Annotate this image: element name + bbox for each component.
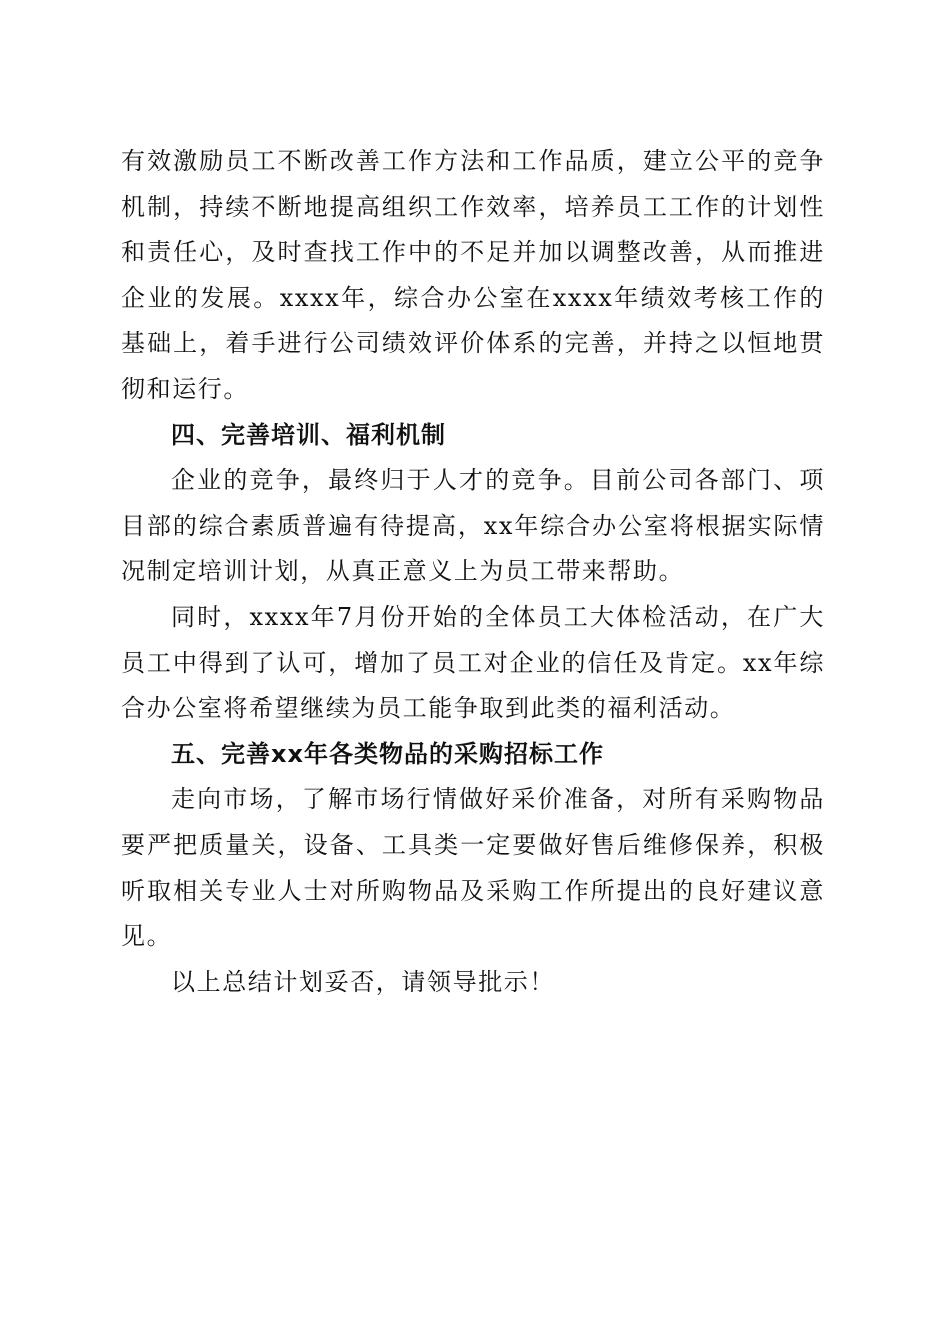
paragraph-talent-competition: 企业的竞争，最终归于人才的竞争。目前公司各部门、项目部的综合素质普遍有待提高，xx年综合办公室将根据实际情况制定培训计划，从真正意义上为员工带来帮助。 <box>121 466 825 586</box>
heading-procurement: 五、完善xx年各类物品的采购招标工作 <box>171 739 604 768</box>
paragraph-closing-request: 以上总结计划妥否，请领导批示！ <box>171 967 555 996</box>
paragraph-performance-system: 有效激励员工不断改善工作方法和工作品质，建立公平的竞争机制，持续不断地提高组织工作效率，培养员工工作的计划性和责任心，及时查找工作中的不足并加以调整改善，从而推进企业的发展。xxxx年，综合办公室在xxxx年绩效考核工作的基础上，着手进行公司绩效评价体系的完善，并持之以恒地贯彻和运行。 <box>121 147 825 403</box>
document-page <box>121 139 825 1005</box>
heading-training-welfare: 四、完善培训、福利机制 <box>171 420 446 449</box>
paragraph-market-procurement: 走向市场，了解市场行情做好采价准备，对所有采购物品要严把质量关，设备、工具类一定要做好售后维修保养，积极听取相关专业人士对所购物品及采购工作所提出的良好建议意见。 <box>121 785 825 951</box>
paragraph-health-checkup: 同时，xxxx年7月份开始的全体员工大体检活动，在广大员工中得到了认可，增加了员工对企业的信任及肯定。xx年综合办公室将希望继续为员工能争取到此类的福利活动。 <box>121 602 825 723</box>
